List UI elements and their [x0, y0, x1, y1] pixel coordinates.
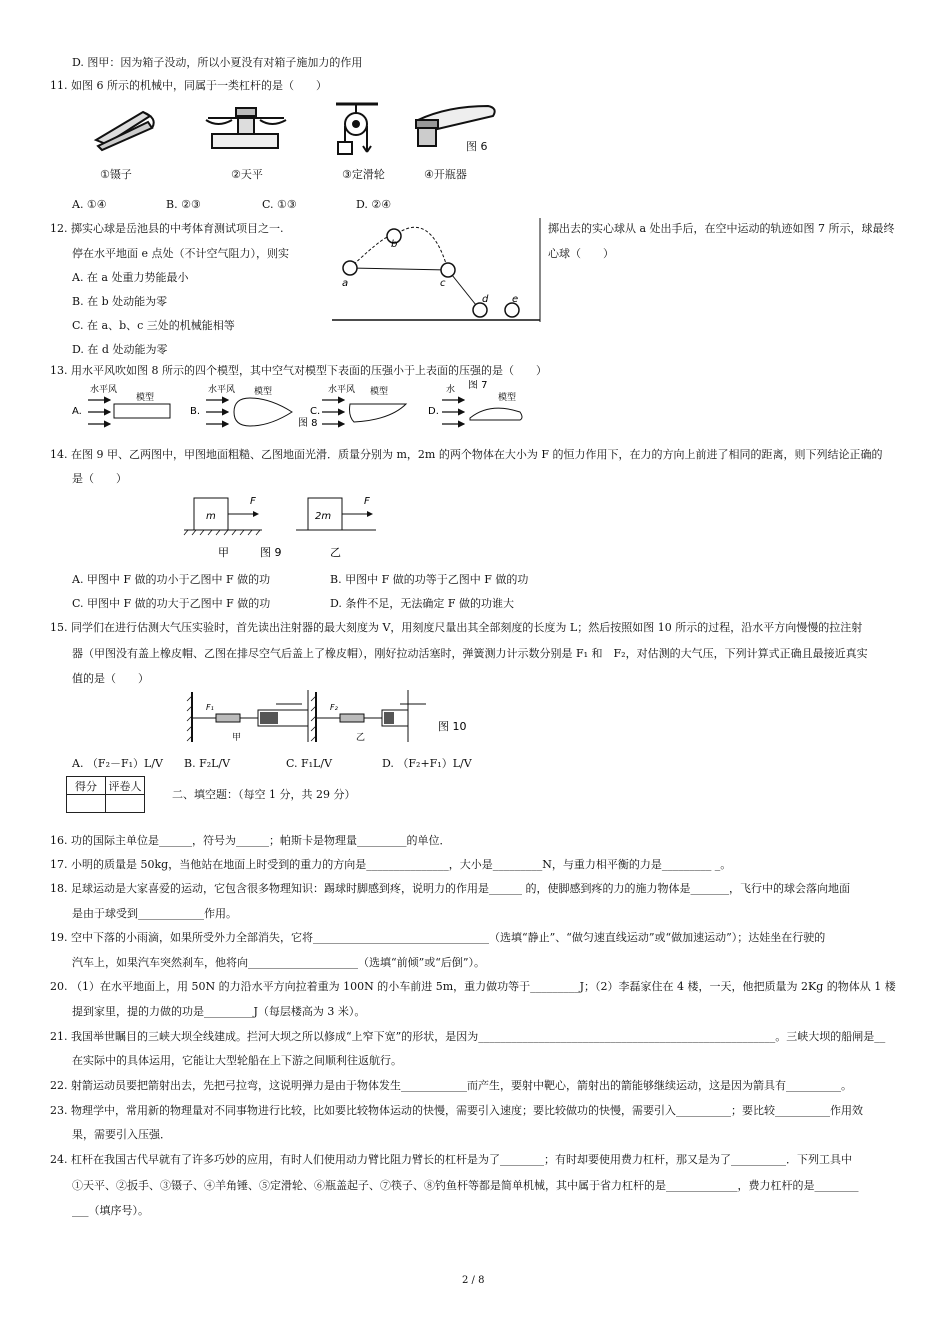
fig10-caption: 图 10 — [438, 720, 467, 733]
grader-cell[interactable] — [106, 795, 145, 813]
score-header: 得分 — [67, 777, 106, 795]
q19-line-1: 19. 空中下落的小雨滴，如果所受外力全部消失，它将________________________________（选填“静止”、“做匀速直线运动”或“做加速运动”）；达娃坐在行驶的 — [50, 931, 826, 944]
balance-icon — [206, 108, 286, 148]
q11-option-a: A. ①④ — [72, 198, 107, 211]
fig6-label-2: ②天平 — [231, 168, 263, 181]
fig6-machines — [88, 100, 508, 182]
q22: 22. 射箭运动员要把箭射出去，先把弓拉弯，这说明弹力是由于物体发生____________而产生，要射中靶心，箭射出的箭能够继续运动，这是因为箭具有__________。 — [50, 1079, 852, 1092]
q12-stem-3: 停在水平地面 e 点处（不计空气阻力），则实 — [72, 247, 290, 260]
q15-option-c: C. F₁L/V — [286, 757, 333, 770]
fig8-option-a: A. — [72, 406, 82, 417]
q12-stem-1: 12. 掷实心球是岳池县的中考体育测试项目之一. — [50, 222, 284, 235]
fig9-mass-2: 2m — [315, 511, 332, 522]
fig10-force-2: F₂ — [330, 703, 338, 712]
q15-option-d: D. （F₂+F₁）L/V — [382, 757, 472, 770]
q11-option-c: C. ①③ — [262, 198, 297, 211]
score-cell[interactable] — [67, 795, 106, 813]
fig6-label-1: ①镊子 — [100, 168, 132, 181]
q10-option-d: D. 图甲：因为箱子没动，所以小夏没有对箱子施加力的作用 — [72, 56, 363, 69]
fig9-right-label: 乙 — [330, 546, 341, 559]
fig10-syringe — [186, 690, 470, 746]
page-number: 2 / 8 — [462, 1275, 485, 1286]
q20-line-1: 20. （1）在水平地面上，用 50N 的力沿水平方向拉着重为 100N 的小车前进 5m，重力做功等于_________J；（2）李磊家住在 4 楼，一天，他把质量为 2Kg 的物体从 1 楼 — [50, 980, 896, 993]
q15-stem-2: 器（甲图没有盖上橡皮帽、乙图在排尽空气后盖上了橡皮帽），刚好拉动活塞时，弹簧测力计示数分别是 F₁ 和 F₂，对估测的大气压，下列计算式正确且最接近真实 — [72, 647, 868, 660]
fig8-models — [70, 380, 540, 432]
fig7-point-d: d — [482, 294, 489, 305]
fig7-trajectory — [330, 218, 542, 326]
q12-stem-4: 心球（ ） — [548, 247, 614, 260]
fig7-caption: 图 7 — [468, 380, 488, 391]
fig8-option-c: C. — [310, 406, 321, 417]
section-2-title: 二、填空题：（每空 1 分，共 29 分） — [172, 788, 356, 801]
q11-stem: 11. 如图 6 所示的机械中，同属于一类杠杆的是（ ） — [50, 79, 327, 92]
fig8-wind-a: 水平风 — [90, 385, 118, 395]
fig7-point-c: c — [440, 278, 446, 289]
q12-option-a: A. 在 a 处重力势能最小 — [72, 271, 189, 284]
q24-line-3: ___（填序号）。 — [72, 1204, 149, 1217]
fig7-point-b: b — [391, 239, 398, 250]
q12-option-c: C. 在 a、b、c 三处的机械能相等 — [72, 319, 235, 332]
fig8-model-d: 模型 — [498, 393, 517, 403]
q14-option-a: A. 甲图中 F 做的功小于乙图中 F 做的功 — [72, 573, 271, 586]
fig8-caption: 图 8 — [298, 418, 318, 429]
q12-option-d: D. 在 d 处动能为零 — [72, 343, 168, 356]
q11-option-b: B. ②③ — [166, 198, 201, 211]
fig8-wind-d: 水 — [446, 385, 456, 395]
fig10-left-label: 甲 — [232, 733, 242, 743]
q20-line-2: 提到家里，提的力做的功是_________J（每层楼高为 3 米）。 — [72, 1005, 366, 1018]
q15-stem-3: 值的是（ ） — [72, 672, 149, 685]
q15-option-b: B. F₂L/V — [184, 757, 231, 770]
q12-stem-2: 掷出去的实心球从 a 处出手后，在空中运动的轨迹如图 7 所示，球最终 — [548, 222, 895, 235]
q23-line-1: 23. 物理学中，常用新的物理量对不同事物进行比较，比如要比较物体运动的快慢，需要引入速度；要比较做功的快慢，需要引入__________；要比较__________作用效 — [50, 1104, 863, 1117]
q17: 17. 小明的质量是 50kg，当他站在地面上时受到的重力的方向是_______________，大小是_________N，与重力相平衡的力是_________ _。 — [50, 858, 732, 871]
fig10-force-1: F₁ — [206, 703, 214, 712]
fig7-point-a: a — [342, 278, 349, 289]
fig8-wind-c: 水平风 — [328, 385, 356, 395]
tweezers-icon — [96, 112, 154, 150]
q18-line-1: 18. 足球运动是大家喜爱的运动，它包含很多物理知识：踢球时脚感到疼，说明力的作用是______ 的，使脚感到疼的力的施力物体是_______，飞行中的球会落向地面 — [50, 882, 850, 895]
fig6-label-4: ④开瓶器 — [424, 168, 467, 181]
grader-header: 评卷人 — [106, 777, 145, 795]
fig9-caption: 图 9 — [260, 546, 282, 559]
fig8-model-a: 模型 — [136, 393, 155, 403]
q14-option-b: B. 甲图中 F 做的功等于乙图中 F 做的功 — [330, 573, 529, 586]
fig9-force-1: F — [250, 496, 256, 507]
fig9-force-2: F — [364, 496, 370, 507]
q19-line-2: 汽车上，如果汽车突然刹车，他将向____________________（选填“前倾”或“后倒”）。 — [72, 956, 485, 969]
fig8-model-b: 模型 — [254, 387, 273, 397]
fig9-mass-1: m — [206, 511, 216, 522]
fig8-option-d: D. — [428, 406, 439, 417]
fig8-option-b: B. — [190, 406, 201, 417]
pulley-icon — [336, 104, 378, 154]
q14-option-c: C. 甲图中 F 做的功大于乙图中 F 做的功 — [72, 597, 271, 610]
q16: 16. 功的国际主单位是______，符号为______；帕斯卡是物理量_________的单位． — [50, 834, 451, 847]
fig8-wind-b: 水平风 — [208, 385, 236, 395]
q21-line-1: 21. 我国举世瞩目的三峡大坝全线建成。拦河大坝之所以修成“上窄下宽”的形状，是因为______________________________________________________。三峡大坝的船闸是__ — [50, 1030, 886, 1043]
fig8-model-c: 模型 — [370, 387, 389, 397]
q15-stem-1: 15. 同学们在进行估测大气压实验时，首先读出注射器的最大刻度为 V，用刻度尺量出其全部刻度的长度为 L；然后按照如图 10 所示的过程，沿水平方向慢慢的拉注射 — [50, 621, 863, 634]
fig10-right-label: 乙 — [356, 733, 366, 743]
fig7-point-e: e — [512, 294, 519, 305]
q24-line-1: 24. 杠杆在我国古代早就有了许多巧妙的应用，有时人们使用动力臂比阻力臂长的杠杆是为了________；有时却要使用费力杠杆，那又是为了__________．下列工具中 — [50, 1153, 852, 1166]
q14-stem-2: 是（ ） — [72, 472, 127, 485]
fig9-blocks — [180, 492, 380, 564]
q14-stem-1: 14. 在图 9 甲、乙两图中，甲图地面粗糙、乙图地面光滑．质量分别为 m，2m 的两个物体在大小为 F 的恒力作用下，在力的方向上前进了相同的距离，则下列结论正确的 — [50, 448, 883, 461]
fig6-label-3: ③定滑轮 — [342, 168, 385, 181]
q23-line-2: 果，需要引入压强． — [72, 1128, 171, 1141]
score-table — [66, 776, 145, 813]
q24-line-2: ①天平、②扳手、③镊子、④羊角锤、⑤定滑轮、⑥瓶盖起子、⑦筷子、⑧钓鱼杆等都是简单机械，其中属于省力杠杆的是_____________，费力杠杆的是________ — [72, 1179, 859, 1192]
q11-option-d: D. ②④ — [356, 198, 392, 211]
fig9-left-label: 甲 — [218, 546, 229, 559]
q14-option-d: D. 条件不足，无法确定 F 做的功谁大 — [330, 597, 515, 610]
q21-line-2: 在实际中的具体运用，它能让大型轮船在上下游之间顺利往返航行。 — [72, 1054, 402, 1067]
q13-stem: 13. 用水平风吹如图 8 所示的四个模型，其中空气对模型下表面的压强小于上表面的压强的是（ ） — [50, 364, 547, 377]
q15-option-a: A. （F₂－F₁）L/V — [72, 757, 163, 770]
fig6-caption: 图 6 — [466, 140, 488, 153]
q18-line-2: 是由于球受到____________作用。 — [72, 907, 237, 920]
q12-option-b: B. 在 b 处动能为零 — [72, 295, 168, 308]
